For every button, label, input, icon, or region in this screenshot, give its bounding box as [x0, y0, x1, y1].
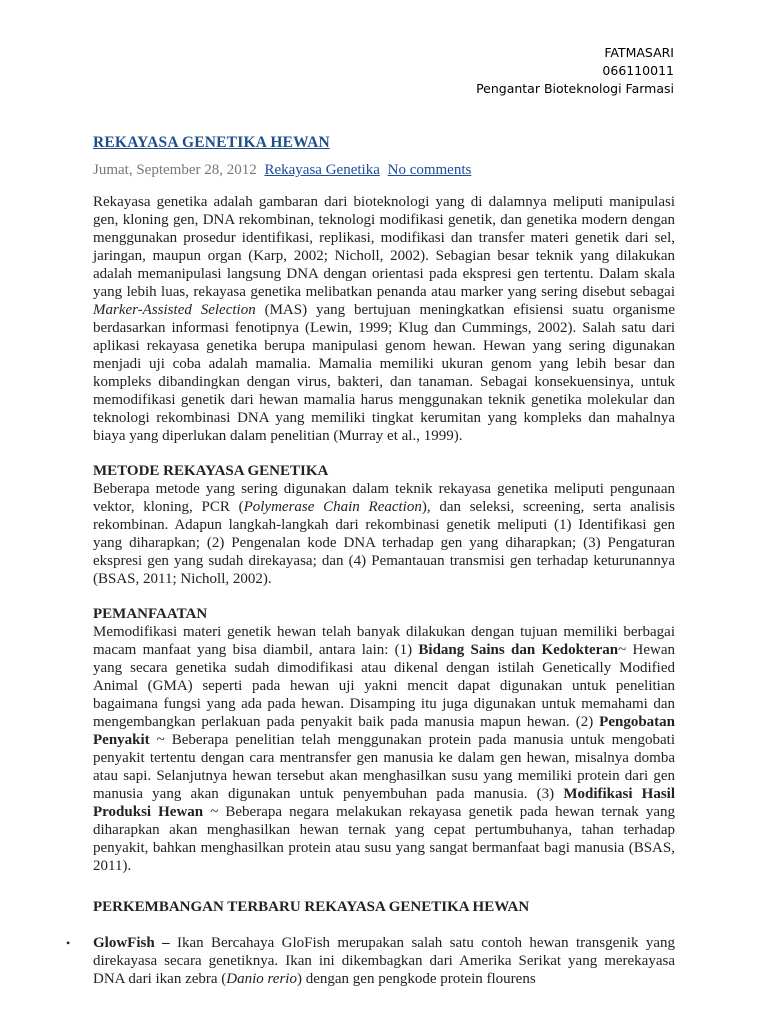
- post-date: Jumat, September 28, 2012: [93, 162, 257, 178]
- metode-paragraph: Beberapa metode yang sering digunakan dalam teknik rekayasa genetika meliputi pengunaan vektor, kloning, PCR (Polymerase Chain Reaction), dan seleksi, screening, serta analisis rekombinan. Adapun langkah-langkah dari rekombinasi genetik meliputi (1) Identifikasi gen yang diharapkan; (2) Pengenalan kode DNA terhadap gen yang diharapkan; (3) Pengaturan ekspresi gen yang sudah direkayasa; dan (4) Pemantauan transmisi gen terhadap keturunannya (BSAS, 2011; Nicholl, 2002).: [93, 481, 676, 587]
- category-link[interactable]: Rekayasa Genetika: [264, 162, 380, 178]
- pemanfaatan-paragraph: Memodifikasi materi genetik hewan telah banyak dilakukan dengan tujuan memiliki berbagai macam manfaat yang bisa diambil, antara lain: (1) Bidang Sains dan Kedokteran~ Hewan yang secara genetika sudah dimodifikasi atau dikenal dengan istilah Genetically Modified Animal (GMA) seperti pada hewan uji yakni mencit dapat digunakan untuk penelitian bagaimana fungsi yang ada pada hewan. Disamping itu juga digunakan untuk memahami dan mengembangkan perlakuan pada penyakit baik pada manusia mapun hewan. (2) Pengobatan Penyakit ~ Beberapa penelitian telah menggunakan protein pada manusia untuk mengobati penyakit tertentu dengan cara mentransfer gen manusia ke dalam gen hewan, misalnya domba atau sapi. Selanjutnya hewan tersebut akan menghasilkan susu yang memiliki protein dari gen manusia yang akan digunakan untuk penyembuhan pada manusia. (3) Modifikasi Hasil Produksi Hewan ~ Beberapa negara melakukan rekayasa genetik pada hewan ternak yang diharapkan akan menghasilkan hewan ternak yang cepat pertumbuhanya, tahan terhadap penyakit, bahkan menghasilkan protein atau susu yang sangat bermanfaat bagi manusia (BSAS, 2011).: [93, 624, 675, 874]
- perkembangan-heading: PERKEMBANGAN TERBARU REKAYASA GENETIKA HEWAN: [93, 899, 530, 915]
- course-name: Pengantar Bioteknologi Farmasi: [476, 81, 674, 96]
- post-title[interactable]: REKAYASA GENETIKA HEWAN: [93, 134, 330, 151]
- list-item: [66, 934, 675, 988]
- intro-paragraph: Rekayasa genetika adalah gambaran dari bioteknologi yang di dalamnya meliputi manipulasi gen, kloning gen, DNA rekombinan, teknologi modifikasi genetik, dan genetika modern dengan menggunakan prosedur identifikasi, replikasi, modifikasi dan transfer materi genetik dari sel, jaringan, maupun organ (Karp, 2002; Nicholl, 2002). Sebagian besar teknik yang dilakukan adalah memanipulasi langsung DNA dengan orientasi pada ekspresi gen tertentu. Dalam skala yang lebih luas, rekayasa genetika melibatkan penanda atau marker yang sering disebut sebagai Marker-Assisted Selection (MAS) yang bertujuan meningkatkan efisiensi suatu organisme berdasarkan informasi fenotipnya (Lewin, 1999; Klug dan Cummings, 2002). Salah satu dari aplikasi rekayasa genetika berupa manipulasi genom hewan. Hewan yang sering digunakan menjadi uji coba adalah mamalia. Mamalia memiliki ukuran genom yang lebih besar dan kompleks dibandingkan dengan virus, bakteri, dan tanaman. Sebagai konsekuensinya, untuk memodifikasi genetik dari hewan mamalia harus menggunakan teknik genetika molekular dan teknologi rekombinasi DNA yang memiliki tingkat kerumitan yang kompleks dan mahalnya biaya yang diperlukan dalam penelitian (Murray et al., 1999).: [93, 194, 675, 444]
- author-nim: 066110011: [602, 63, 674, 78]
- post-content: [66, 134, 676, 988]
- author-name: FATMASARI: [604, 45, 674, 60]
- metode-heading: METODE REKAYASA GENETIKA: [93, 463, 329, 479]
- pemanfaatan-heading: PEMANFAATAN: [93, 606, 208, 622]
- glowfish-paragraph: GlowFish – Ikan Bercahaya GloFish merupakan salah satu contoh hewan transgenik yang direkayasa secara genetiknya. Ikan ini dikembagkan dari Amerika Serikat yang merekayasa DNA dari ikan zebra (Danio rerio) dengan gen pengkode protein flourens: [93, 935, 675, 987]
- post-meta: [93, 161, 675, 179]
- comments-link[interactable]: No comments: [387, 162, 472, 178]
- author-header: [476, 44, 674, 98]
- bullet-icon: •: [66, 936, 71, 950]
